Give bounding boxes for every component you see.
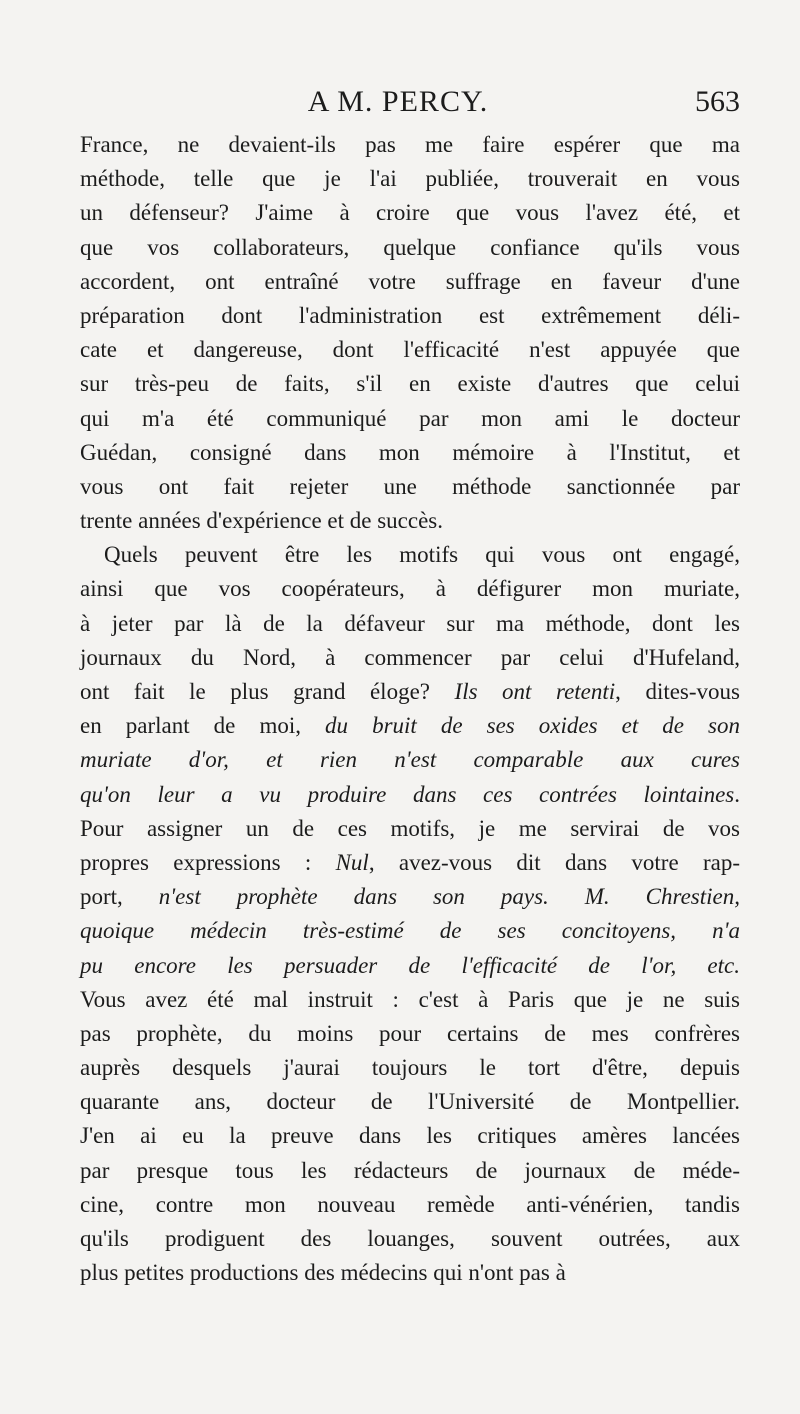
text-run: . — [734, 781, 740, 807]
text-run: qu'ils prodiguent des louanges, souvent outrées, aux — [80, 1226, 740, 1251]
text-line — [80, 778, 740, 812]
text-line — [80, 812, 740, 846]
text-run: cine, contre mon nouveau remède anti-vénérien, tandis — [80, 1191, 740, 1217]
text-line — [80, 983, 740, 1017]
running-title: A M. PERCY. — [307, 85, 489, 118]
italic-text: Ils ont retenti — [454, 679, 616, 704]
text-line — [80, 470, 740, 504]
text-line — [80, 436, 740, 470]
text-line — [80, 914, 740, 948]
text-run: par presque tous les rédacteurs de journaux de méde- — [80, 1157, 740, 1183]
text-run: un défenseur? J'aime à croire que vous l'avez été, et — [80, 200, 740, 226]
text-run: vous ont fait rejeter une méthode sanctionnée par — [80, 473, 740, 499]
text-run: qui m'a été communiqué par mon ami le docteur — [80, 405, 740, 431]
text-line — [80, 1256, 740, 1290]
text-line — [80, 504, 740, 538]
italic-text: n'est prophète dans son pays. M. Chrestien, — [158, 884, 740, 910]
text-line — [80, 743, 740, 777]
text-run: , avez-vous dit dans votre rap- — [368, 849, 740, 875]
text-line — [80, 1085, 740, 1119]
text-line — [80, 641, 740, 675]
text-run: France, ne devaient-ils pas me faire espérer que ma — [80, 132, 740, 157]
italic-text: qu'on leur a vu produire dans ces contrées lointaines — [80, 781, 735, 807]
text-line — [80, 162, 740, 196]
running-head — [80, 82, 740, 122]
text-run: que vos collaborateurs, quelque confiance qu'ils vous — [80, 234, 740, 260]
text-run: propres expressions : — [80, 849, 336, 875]
text-run: port, — [80, 884, 159, 910]
text-line — [80, 128, 740, 162]
text-line — [80, 675, 740, 709]
text-line — [80, 333, 740, 367]
text-line — [80, 538, 740, 572]
text-run: plus petites productions des médecins qui n'ont pas à — [80, 1260, 566, 1286]
text-line — [80, 949, 740, 983]
text-line — [80, 1051, 740, 1085]
text-run: ont fait le plus grand éloge? — [80, 679, 455, 704]
text-line — [80, 367, 740, 401]
text-run: pas prophète, du moins pour certains de mes confrères — [80, 1020, 740, 1046]
text-line — [80, 265, 740, 299]
text-run: à jeter par là de la défaveur sur ma méthode, dont les — [80, 610, 740, 636]
text-run: en parlant de moi, — [80, 713, 326, 739]
text-line — [80, 607, 740, 641]
italic-text: du bruit de ses oxides et de son — [325, 713, 740, 739]
text-run: quarante ans, docteur de l'Université de Montpellier. — [80, 1089, 740, 1115]
text-line — [80, 1154, 740, 1188]
italic-text: quoique médecin très-estimé de ses concitoyens, n'a — [80, 918, 740, 944]
text-run: J'en ai eu la preuve dans les critiques amères lancées — [80, 1123, 740, 1149]
text-run: journaux du Nord, à commencer par celui d'Hufeland, — [80, 644, 740, 670]
text-run: Vous avez été mal instruit : c'est à Paris que je ne suis — [80, 986, 740, 1012]
text-run: trente années d'expérience et de succès. — [80, 508, 444, 534]
text-line — [80, 1119, 740, 1153]
text-line — [80, 299, 740, 333]
text-line — [80, 1188, 740, 1222]
italic-text: muriate d'or, et rien n'est comparable aux cures — [80, 747, 740, 773]
text-line — [80, 402, 740, 436]
text-line — [80, 1017, 740, 1051]
text-run: Guédan, consigné dans mon mémoire à l'Institut, et — [80, 439, 740, 465]
text-run: accordent, ont entraîné votre suffrage en faveur d'une — [80, 268, 740, 294]
text-run: ainsi que vos coopérateurs, à défigurer mon muriate, — [80, 576, 740, 602]
text-line — [80, 231, 740, 265]
text-run: méthode, telle que je l'ai publiée, trouverait en vous — [80, 166, 740, 192]
italic-text: Nul — [335, 849, 369, 875]
text-run: , dites-vous — [615, 679, 740, 704]
text-line — [80, 196, 740, 230]
text-line — [80, 846, 740, 880]
text-run: Quels peuvent être les motifs qui vous ont engagé, — [104, 542, 740, 568]
text-run: Pour assigner un de ces motifs, je me servirai de vos — [80, 815, 740, 841]
text-run: cate et dangereuse, dont l'efficacité n'est appuyée que — [80, 337, 740, 363]
text-line — [80, 709, 740, 743]
text-run: préparation dont l'administration est extrêmement déli- — [80, 302, 740, 328]
text-line — [80, 880, 740, 914]
italic-text: pu encore les persuader de l'efficacité de l'or, etc. — [80, 952, 740, 978]
text-line — [80, 572, 740, 606]
text-run: sur très-peu de faits, s'il en existe d'autres que celui — [80, 371, 740, 397]
text-run: auprès desquels j'aurai toujours le tort d'être, depuis — [80, 1055, 740, 1081]
body-text — [80, 128, 740, 1290]
text-line — [80, 1222, 740, 1256]
page-number: 563 — [695, 85, 740, 118]
